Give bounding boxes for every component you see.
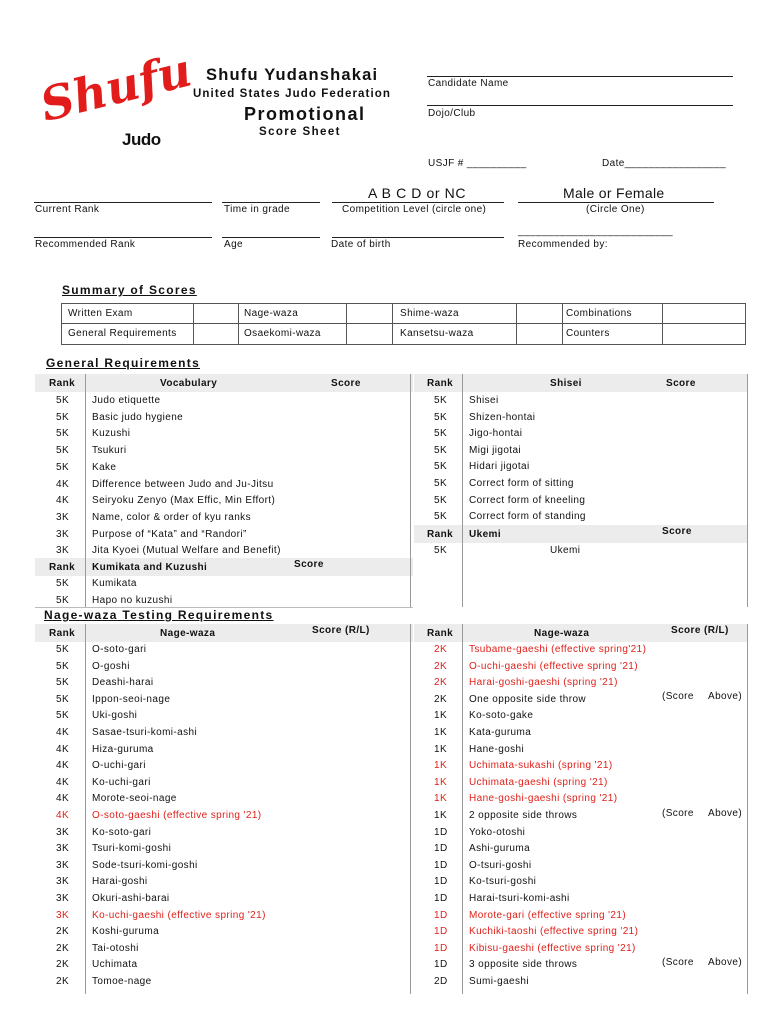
nage-right-row-rank: 1K bbox=[434, 776, 448, 788]
nage-right-row-item: Ashi-guruma bbox=[469, 843, 531, 855]
summary-general-requirements: General Requirements bbox=[68, 328, 177, 339]
vocab-row-rank: 5K bbox=[56, 461, 70, 473]
ukemi-rank-header: Rank bbox=[427, 529, 454, 540]
nage-left-row-item: Ko-uchi-gari bbox=[92, 776, 151, 788]
summary-title: Summary of Scores bbox=[62, 283, 197, 297]
nage-left-row-item: Uki-goshi bbox=[92, 710, 138, 722]
nage-left-row-rank: 4K bbox=[56, 810, 70, 821]
shisei-row-rank: 5K bbox=[434, 411, 448, 423]
nage-right-row-item: Ko-soto-gake bbox=[469, 710, 534, 722]
shisei-header: Shisei bbox=[550, 378, 582, 389]
nage-right-row-item: Morote-gari (effective spring '21) bbox=[469, 909, 627, 921]
shisei-row-item: Correct form of standing bbox=[469, 511, 586, 523]
nage-left-row-rank: 2K bbox=[56, 976, 70, 987]
ukemi-rank: 5K bbox=[434, 545, 448, 556]
vocab-row-item: Purpose of “Kata” and “Randori” bbox=[92, 528, 247, 540]
vocab-row-item: Tsukuri bbox=[92, 445, 127, 457]
competition-level-label: Competition Level (circle one) bbox=[342, 204, 487, 215]
vocab-row-rank: 5K bbox=[56, 428, 70, 440]
kumikata-row-rank: 5K bbox=[56, 578, 70, 589]
nage-left-row-rank: 4K bbox=[56, 727, 70, 738]
kumikata-score-header: Score bbox=[294, 559, 324, 570]
shisei-row-rank: 5K bbox=[434, 494, 448, 506]
nage-right-row-rank: 1D bbox=[434, 826, 448, 838]
summary-table bbox=[61, 303, 746, 345]
nage-left-row-item: Sasae-tsuri-komi-ashi bbox=[92, 727, 198, 738]
score-above-a-3: (Score bbox=[662, 957, 694, 968]
score-above-b-2: Above) bbox=[708, 808, 743, 819]
nage-right-row-item: Tsubame-gaeshi (effective spring'21) bbox=[469, 644, 647, 655]
vocab-row-rank: 3K bbox=[56, 511, 70, 523]
nage-left-row-item: O-soto-gaeshi (effective spring '21) bbox=[92, 810, 262, 821]
nage-left-row-item: O-uchi-gari bbox=[92, 760, 146, 772]
nage-left-row-item: Uchimata bbox=[92, 959, 138, 971]
vocab-row-item: Kake bbox=[92, 461, 117, 473]
vocab-row-rank: 3K bbox=[56, 545, 70, 557]
nage-left-row-item: Harai-goshi bbox=[92, 876, 148, 888]
nage-left-row-item: Ippon-seoi-nage bbox=[92, 693, 171, 705]
vocab-row-item: Name, color & order of kyu ranks bbox=[92, 511, 251, 523]
nage-right-row-item: Sumi-gaeshi bbox=[469, 976, 529, 987]
gen-rank-header: Rank bbox=[49, 378, 76, 389]
nage-right-row-rank: 2K bbox=[434, 644, 448, 655]
competition-value: A B C D or NC bbox=[368, 185, 467, 201]
summary-combinations: Combinations bbox=[566, 308, 632, 319]
nage-right-row-rank: 1D bbox=[434, 893, 448, 904]
form-subtitle: Score Sheet bbox=[259, 126, 341, 138]
nage-right-row-rank: 2K bbox=[434, 693, 448, 705]
nage-right-row-item: Kata-guruma bbox=[469, 727, 532, 738]
nage-left-row-item: Sode-tsuri-komi-goshi bbox=[92, 859, 198, 871]
nage-left-row-item: Tai-otoshi bbox=[92, 942, 139, 954]
time-in-grade-label: Time in grade bbox=[224, 204, 290, 215]
shisei-row-rank: 5K bbox=[434, 478, 448, 489]
shisei-row-item: Hidari jigotai bbox=[469, 461, 530, 473]
vocab-row-rank: 5K bbox=[56, 445, 70, 457]
age-label: Age bbox=[224, 239, 243, 250]
nage-left-row-rank: 2K bbox=[56, 926, 70, 938]
nage-rank-header-r: Rank bbox=[427, 628, 454, 639]
nage-rank-header: Rank bbox=[49, 628, 76, 639]
nage-right-row-rank: 1K bbox=[434, 760, 448, 772]
nage-left-row-rank: 2K bbox=[56, 959, 70, 971]
nage-left-row-rank: 3K bbox=[56, 843, 70, 855]
shisei-row-rank: 5K bbox=[434, 511, 448, 523]
recommended-rank-label: Recommended Rank bbox=[35, 239, 136, 250]
nage-left-row-item: Deashi-harai bbox=[92, 677, 154, 689]
nage-right-row-rank: 1D bbox=[434, 843, 448, 855]
nage-left-row-rank: 5K bbox=[56, 710, 70, 722]
nage-left-row-rank: 3K bbox=[56, 826, 70, 838]
nage-left-row-rank: 4K bbox=[56, 760, 70, 772]
shisei-rank-header: Rank bbox=[427, 378, 454, 389]
gen-score-header: Score bbox=[331, 378, 361, 389]
nage-right-row-item: Uchimata-sukashi (spring '21) bbox=[469, 760, 613, 772]
shisei-row-item: Shizen-hontai bbox=[469, 411, 536, 423]
shisei-row-item: Jigo-hontai bbox=[469, 428, 523, 440]
nage-right-row-rank: 1D bbox=[434, 926, 448, 938]
logo-sub: Judo bbox=[122, 130, 161, 149]
form-title: Promotional bbox=[244, 104, 366, 124]
nage-right-row-rank: 1D bbox=[434, 959, 448, 971]
nage-left-row-item: Tsuri-komi-goshi bbox=[92, 843, 172, 855]
nage-right-row-rank: 1K bbox=[434, 793, 448, 805]
nage-right-row-rank: 1D bbox=[434, 942, 448, 954]
nage-left-row-rank: 5K bbox=[56, 693, 70, 705]
summary-osaekomi-waza: Osaekomi-waza bbox=[244, 328, 321, 339]
score-above-a-1: (Score bbox=[662, 691, 694, 702]
score-above-b-3: Above) bbox=[708, 957, 743, 968]
vocab-row-rank: 4K bbox=[56, 478, 70, 490]
score-above-b-1: Above) bbox=[708, 691, 743, 702]
nage-right-row-item: Harai-goshi-gaeshi (spring '21) bbox=[469, 677, 618, 689]
shisei-row-rank: 5K bbox=[434, 461, 448, 473]
summary-counters: Counters bbox=[566, 328, 610, 339]
kumikata-row-item: Kumikata bbox=[92, 578, 137, 589]
vocab-row-item: Difference between Judo and Ju-Jitsu bbox=[92, 478, 274, 490]
vocab-row-rank: 5K bbox=[56, 411, 70, 423]
logo-word: Shufu bbox=[34, 42, 197, 132]
shisei-row-item: Correct form of kneeling bbox=[469, 494, 586, 506]
summary-shime-waza: Shime-waza bbox=[400, 308, 460, 319]
ukemi-header: Ukemi bbox=[469, 529, 502, 540]
nage-left-row-rank: 5K bbox=[56, 677, 70, 689]
nage-left-row-rank: 3K bbox=[56, 859, 70, 871]
nage-left-row-rank: 4K bbox=[56, 793, 70, 805]
recommended-line: __________________________ bbox=[518, 226, 673, 237]
vocab-row-item: Jita Kyoei (Mutual Welfare and Benefit) bbox=[92, 545, 281, 557]
nage-score-header: Score (R/L) bbox=[312, 625, 370, 636]
summary-nage-waza: Nage-waza bbox=[244, 308, 299, 319]
nage-header-r: Nage-waza bbox=[534, 628, 590, 639]
nage-left-row-item: Hiza-guruma bbox=[92, 743, 154, 755]
nage-right-row-item: Hane-goshi-gaeshi (spring '21) bbox=[469, 793, 618, 805]
nage-title: Nage-waza Testing Requirements bbox=[44, 608, 274, 622]
shufu-judo-logo bbox=[34, 42, 197, 155]
nage-right-row-item: Yoko-otoshi bbox=[469, 826, 526, 838]
kumikata-row-rank: 5K bbox=[56, 594, 70, 606]
nage-left-row-rank: 4K bbox=[56, 743, 70, 755]
nage-right-row-item: Harai-tsuri-komi-ashi bbox=[469, 893, 570, 904]
general-title: General Requirements bbox=[46, 356, 201, 370]
nage-score-header-r: Score (R/L) bbox=[671, 625, 729, 636]
shisei-row-rank: 5K bbox=[434, 444, 448, 456]
nage-left-row-rank: 3K bbox=[56, 893, 70, 904]
kumikata-row-item: Hapo no kuzushi bbox=[92, 594, 173, 606]
gen-rank-header-2: Rank bbox=[49, 562, 76, 573]
vocab-row-item: Judo etiquette bbox=[92, 395, 161, 406]
vocab-row-rank: 4K bbox=[56, 495, 70, 507]
shisei-row-rank: 5K bbox=[434, 428, 448, 440]
shisei-row-rank: 5K bbox=[434, 395, 448, 406]
candidate-label: Candidate Name bbox=[428, 78, 509, 89]
shisei-row-item: Correct form of sitting bbox=[469, 478, 574, 489]
nage-right-row-item: Kibisu-gaeshi (effective spring '21) bbox=[469, 942, 636, 954]
federation: United States Judo Federation bbox=[193, 88, 392, 100]
nage-right-row-rank: 1D bbox=[434, 909, 448, 921]
nage-right-row-item: 2 opposite side throws bbox=[469, 810, 578, 821]
gen-vocab-header: Vocabulary bbox=[160, 378, 218, 389]
usjf-label: USJF # __________ bbox=[428, 158, 527, 169]
nage-left-row-item: Ko-soto-gari bbox=[92, 826, 152, 838]
nage-left-row-item: O-goshi bbox=[92, 660, 130, 672]
nage-left-row-item: O-soto-gari bbox=[92, 644, 147, 655]
nage-right-row-rank: 1D bbox=[434, 859, 448, 871]
nage-right-row-item: O-uchi-gaeshi (effective spring '21) bbox=[469, 660, 638, 672]
nage-left-row-rank: 2K bbox=[56, 942, 70, 954]
shisei-score-header: Score bbox=[666, 378, 696, 389]
nage-left-row-item: Ko-uchi-gaeshi (effective spring '21) bbox=[92, 909, 266, 921]
circle-one-label: (Circle One) bbox=[586, 204, 645, 215]
vocab-row-item: Basic judo hygiene bbox=[92, 411, 184, 423]
nage-left-row-rank: 4K bbox=[56, 776, 70, 788]
nage-left-row-item: Okuri-ashi-barai bbox=[92, 893, 170, 904]
nage-right-row-item: Uchimata-gaeshi (spring '21) bbox=[469, 776, 608, 788]
dob-label: Date of birth bbox=[331, 239, 391, 250]
nage-right-row-rank: 1K bbox=[434, 743, 448, 755]
nage-left-row-rank: 5K bbox=[56, 644, 70, 655]
nage-right-row-item: O-tsuri-goshi bbox=[469, 859, 532, 871]
nage-right-row-rank: 1K bbox=[434, 810, 448, 821]
nage-right-row-item: Ko-tsuri-goshi bbox=[469, 876, 537, 888]
vocab-row-rank: 3K bbox=[56, 528, 70, 540]
gender-value: Male or Female bbox=[563, 185, 665, 201]
nage-left-row-rank: 3K bbox=[56, 909, 70, 921]
nage-right-row-rank: 2D bbox=[434, 976, 448, 987]
date-label: Date_________________ bbox=[602, 158, 727, 169]
nage-left-row-rank: 5K bbox=[56, 660, 70, 672]
shisei-row-item: Shisei bbox=[469, 395, 499, 406]
nage-right-row-item: Hane-goshi bbox=[469, 743, 525, 755]
ukemi-score-header: Score bbox=[662, 526, 692, 537]
nage-left-row-item: Morote-seoi-nage bbox=[92, 793, 177, 805]
score-above-a-2: (Score bbox=[662, 808, 694, 819]
nage-left-row-item: Tomoe-nage bbox=[92, 976, 152, 987]
org-name: Shufu Yudanshakai bbox=[206, 66, 379, 84]
kumikata-header: Kumikata and Kuzushi bbox=[92, 562, 208, 573]
current-rank-label: Current Rank bbox=[35, 204, 100, 215]
shisei-row-item: Migi jigotai bbox=[469, 444, 522, 456]
dojo-label: Dojo/Club bbox=[428, 108, 476, 119]
vocab-row-rank: 5K bbox=[56, 395, 70, 406]
nage-left-row-rank: 3K bbox=[56, 876, 70, 888]
nage-right-row-rank: 2K bbox=[434, 677, 448, 689]
nage-right-row-rank: 1K bbox=[434, 727, 448, 738]
ukemi-item: Ukemi bbox=[550, 545, 581, 556]
nage-right-row-rank: 1D bbox=[434, 876, 448, 888]
nage-right-row-item: One opposite side throw bbox=[469, 693, 587, 705]
nage-right-row-rank: 1K bbox=[434, 710, 448, 722]
summary-kansetsu-waza: Kansetsu-waza bbox=[400, 328, 474, 339]
recommended-by-label: Recommended by: bbox=[518, 239, 608, 250]
summary-written-exam: Written Exam bbox=[68, 308, 133, 319]
nage-right-row-item: 3 opposite side throws bbox=[469, 959, 578, 971]
nage-right-row-item: Kuchiki-taoshi (effective spring '21) bbox=[469, 926, 639, 938]
nage-header: Nage-waza bbox=[160, 628, 216, 639]
nage-left-row-item: Koshi-guruma bbox=[92, 926, 160, 938]
vocab-row-item: Seiryoku Zenyo (Max Effic, Min Effort) bbox=[92, 495, 276, 507]
nage-right-row-rank: 2K bbox=[434, 660, 448, 672]
vocab-row-item: Kuzushi bbox=[92, 428, 131, 440]
